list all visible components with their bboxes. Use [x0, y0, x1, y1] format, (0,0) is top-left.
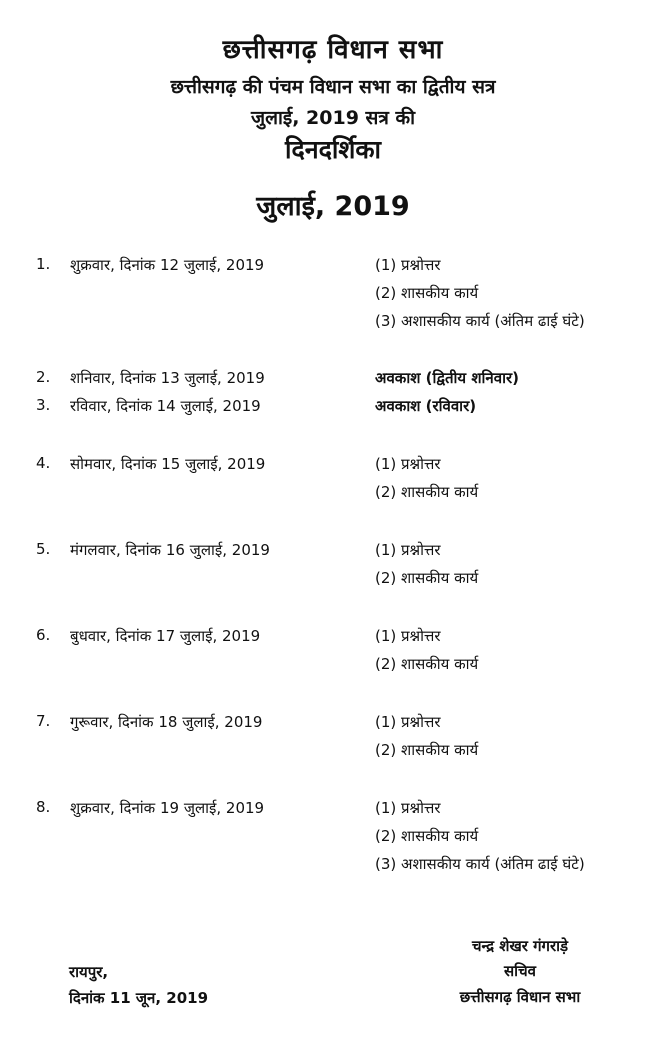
- entry-day-date: मंगलवार, दिनांक 16 जुलाई, 2019: [70, 541, 270, 559]
- assembly-title: छत्तीसगढ़ विधान सभा: [222, 35, 444, 65]
- month-heading: जुलाई, 2019: [256, 191, 410, 222]
- session-subtitle: छत्तीसगढ़ की पंचम विधान सभा का द्वितीय सत्र: [170, 76, 496, 98]
- entry-number: 4.: [36, 454, 51, 472]
- entry-agenda: [375, 540, 660, 596]
- agenda-item: (2) शासकीय कार्य: [375, 569, 479, 587]
- entry-day-date: सोमवार, दिनांक 15 जुलाई, 2019: [70, 455, 266, 473]
- agenda-item: (2) शासकीय कार्य: [375, 284, 479, 302]
- agenda-item: अवकाश (रविवार): [375, 397, 477, 415]
- agenda-item: (1) प्रश्नोत्तर: [375, 455, 441, 473]
- agenda-item: (1) प्रश्नोत्तर: [375, 256, 441, 274]
- entry-day-date: गुरूवार, दिनांक 18 जुलाई, 2019: [70, 713, 263, 731]
- entry-number: 1.: [36, 255, 51, 273]
- entry-day-date: बुधवार, दिनांक 17 जुलाई, 2019: [70, 627, 261, 645]
- entry-agenda: [375, 798, 660, 882]
- agenda-item: (1) प्रश्नोत्तर: [375, 799, 441, 817]
- entry-agenda: [375, 454, 660, 510]
- agenda-item: (3) अशासकीय कार्य (अंतिम ढाई घंटे): [375, 855, 585, 873]
- agenda-item: अवकाश (द्वितीय शनिवार): [375, 369, 519, 387]
- document-type: दिनदर्शिका: [284, 135, 382, 164]
- entry-day-date: रविवार, दिनांक 14 जुलाई, 2019: [70, 397, 261, 415]
- signatory-designation: सचिव: [504, 962, 536, 980]
- entry-day-date: शनिवार, दिनांक 13 जुलाई, 2019: [70, 369, 265, 387]
- place: रायपुर,: [69, 963, 109, 981]
- agenda-item: (2) शासकीय कार्य: [375, 741, 479, 759]
- entry-number: 8.: [36, 798, 51, 816]
- entry-number: 5.: [36, 540, 51, 558]
- entry-agenda: [375, 396, 660, 424]
- session-line: जुलाई, 2019 सत्र की: [250, 107, 416, 129]
- entry-agenda: [375, 712, 660, 768]
- signatory-office: छत्तीसगढ़ विधान सभा: [459, 988, 581, 1006]
- entry-agenda: [375, 626, 660, 682]
- entry-number: 7.: [36, 712, 51, 730]
- agenda-item: (1) प्रश्नोत्तर: [375, 713, 441, 731]
- agenda-item: (3) अशासकीय कार्य (अंतिम ढाई घंटे): [375, 312, 585, 330]
- entry-agenda: [375, 368, 660, 396]
- agenda-item: (2) शासकीय कार्य: [375, 827, 479, 845]
- agenda-item: (2) शासकीय कार्य: [375, 655, 479, 673]
- entry-agenda: [375, 255, 660, 339]
- entry-day-date: शुक्रवार, दिनांक 19 जुलाई, 2019: [70, 799, 265, 817]
- agenda-item: (1) प्रश्नोत्तर: [375, 541, 441, 559]
- signatory-name: चन्द्र शेखर गंगराड़े: [471, 937, 569, 955]
- entry-number: 3.: [36, 396, 51, 414]
- agenda-item: (1) प्रश्नोत्तर: [375, 627, 441, 645]
- entry-day-date: शुक्रवार, दिनांक 12 जुलाई, 2019: [70, 256, 265, 274]
- agenda-item: (2) शासकीय कार्य: [375, 483, 479, 501]
- issue-date: दिनांक 11 जून, 2019: [69, 989, 209, 1007]
- entry-number: 2.: [36, 368, 51, 386]
- entry-number: 6.: [36, 626, 51, 644]
